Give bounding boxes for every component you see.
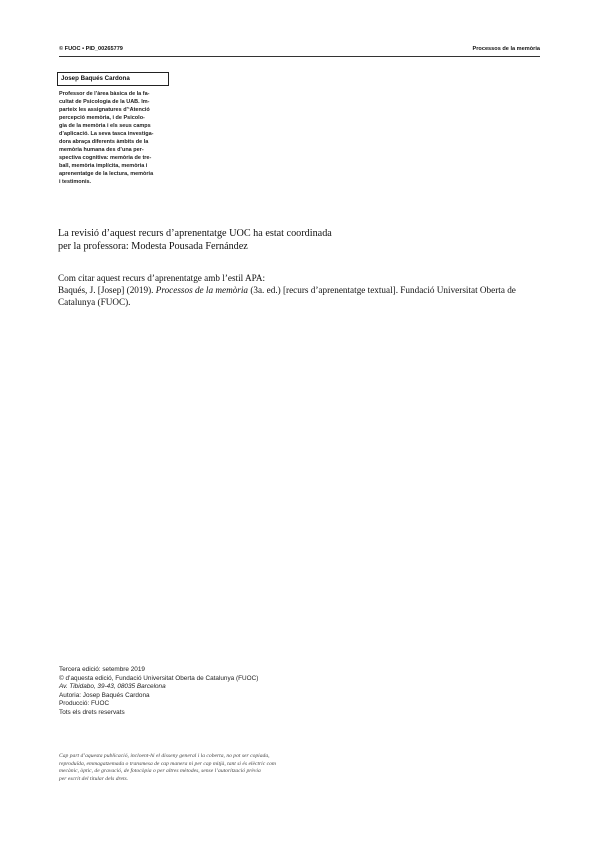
- imprint-rights: Tots els drets reservats: [59, 708, 125, 716]
- citation-reference: [58, 284, 528, 308]
- header-left-text: © FUOC • PID_00265779: [59, 46, 123, 52]
- imprint-production: Producció: FUOC: [59, 700, 110, 708]
- imprint-edition: Tercera edició: setembre 2019: [59, 666, 145, 673]
- citation-block: [58, 272, 528, 308]
- citation-intro: Com citar aquest recurs d’aprenentatge amb l’estil APA:: [58, 273, 266, 283]
- legal-notice: Cap part d’aquesta publicació, incloent-hi el disseny general i la coberta, no pot ser copiada, reproduïda, emmagatzemada o transmesa de cap manera ni per cap mitjà, tant si és elèctric com mecànic, òptic, de gravació, de fotocòpia o per altres mètodes, sense l’autorització prèvia per escrit del titular dels drets.: [59, 753, 276, 782]
- citation-title: Processos de la memòria: [155, 285, 249, 295]
- header-rule: [59, 56, 540, 57]
- imprint-address: Av. Tibidabo, 39-43, 08035 Barcelona: [59, 683, 166, 691]
- citation-details: (3a. ed.) [recurs d’aprenentatge textual]. Fundació Universitat Oberta de Catalunya (FUOC).: [58, 285, 516, 307]
- imprint-copyright: © d’aquesta edició, Fundació Universitat Oberta de Catalunya (FUOC): [59, 674, 259, 682]
- imprint-block: [59, 666, 379, 718]
- coordination-note: La revisió d’aquest recurs d’aprenentatge UOC ha estat coordinada per la professora: Modesta Pousada Fernández: [58, 228, 332, 252]
- citation-authors: Baqués, J. [Josep] (2019).: [58, 285, 156, 295]
- header-right-text: Processos de la memòria: [472, 46, 540, 52]
- author-name-box: Josep Baqués Cardona: [57, 72, 169, 86]
- author-bio: Professor de l’àrea bàsica de la fa- cultat de Psicologia de la UAB. Im- parteix les assignatures d’‘Atenció percepció memòria, i de Psicolo- gia de la memòria i els seus camps d’aplicació. La seva tasca investiga- dora abraça diferents àmbits de la memòria humana des d’una per- spectiva cognitiva: memòria de tre- ball, memòria implícita, memòria i aprenentatge de la lectura, memòria i testimonis.: [59, 91, 154, 185]
- imprint-author: Autoria: Josep Baqués Cardona: [59, 691, 150, 699]
